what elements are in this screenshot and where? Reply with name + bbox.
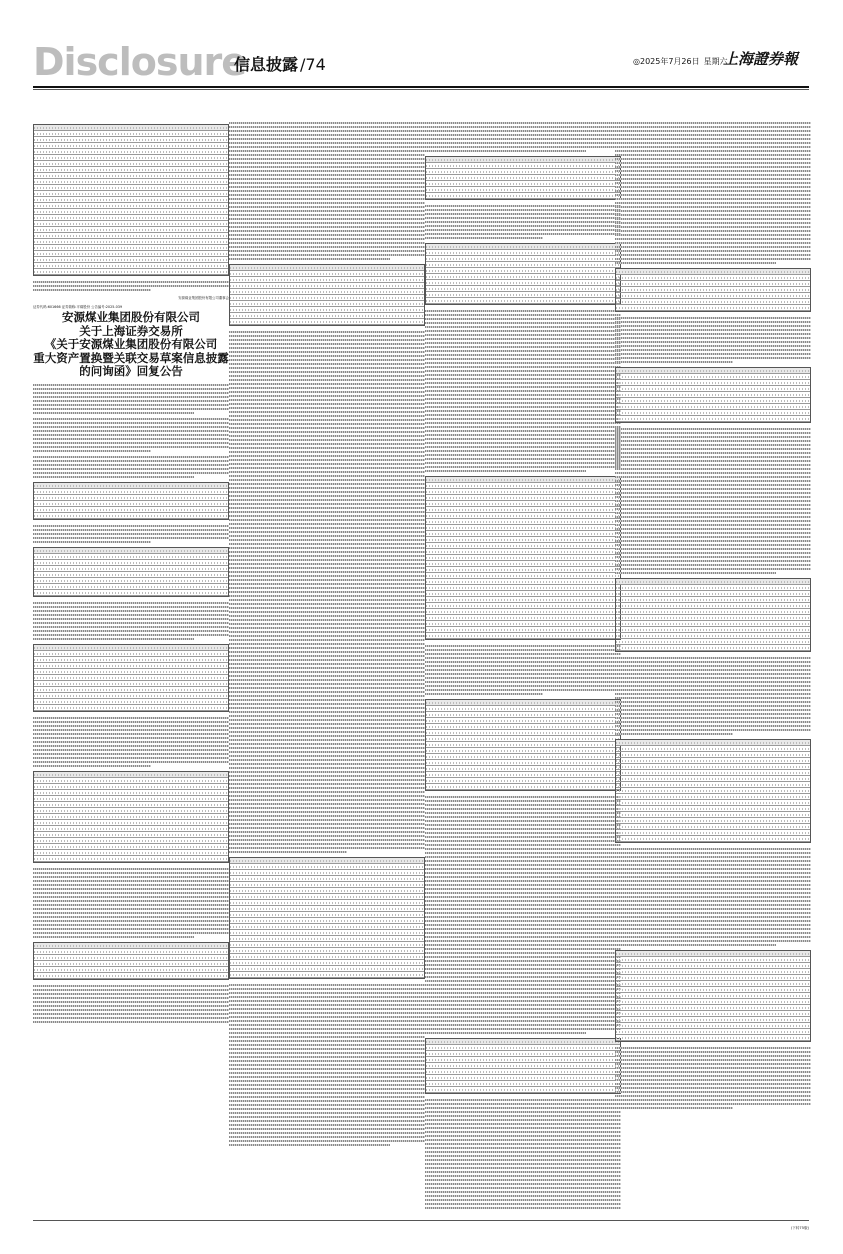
board-signature: 安源煤业集团股份有限公司董事会 [178, 296, 229, 300]
newspaper-name: 上海證券報 [723, 50, 799, 68]
masthead-rule-thin [33, 89, 809, 90]
announcement-meta: 证券代码:601666 证券简称:平煤股份 公告编号:2025-039 [33, 305, 123, 309]
masthead [33, 42, 809, 82]
issue-date [633, 56, 728, 67]
column-4 [615, 120, 811, 1210]
continued-note: (下转75版) [790, 1226, 809, 1230]
disclosure-logo: Disclosure [33, 40, 247, 84]
column-1 [33, 120, 229, 1210]
page-number: /74 [300, 55, 326, 74]
table-block [33, 124, 229, 276]
headline-to: 关于上海证券交易所 [79, 323, 183, 338]
weekday-text: 星期六 [703, 57, 728, 66]
headline-title-3: 的问询函》回复公告 [79, 364, 183, 379]
announcement-headline [33, 311, 229, 379]
section-name: 信息披露 [234, 55, 299, 74]
column-3 [425, 120, 621, 1210]
date-text: ◎2025年7月26日 [633, 57, 700, 66]
headline-title-1: 《关于安源煤业集团股份有限公司 [44, 337, 218, 352]
footer-rule [33, 1220, 809, 1221]
column-2 [229, 120, 425, 1210]
masthead-rule [33, 86, 809, 88]
section-title [234, 52, 326, 75]
headline-title-2: 重大资产置换暨关联交易草案信息披露 [33, 350, 229, 365]
headline-company: 安源煤业集团股份有限公司 [62, 310, 200, 324]
